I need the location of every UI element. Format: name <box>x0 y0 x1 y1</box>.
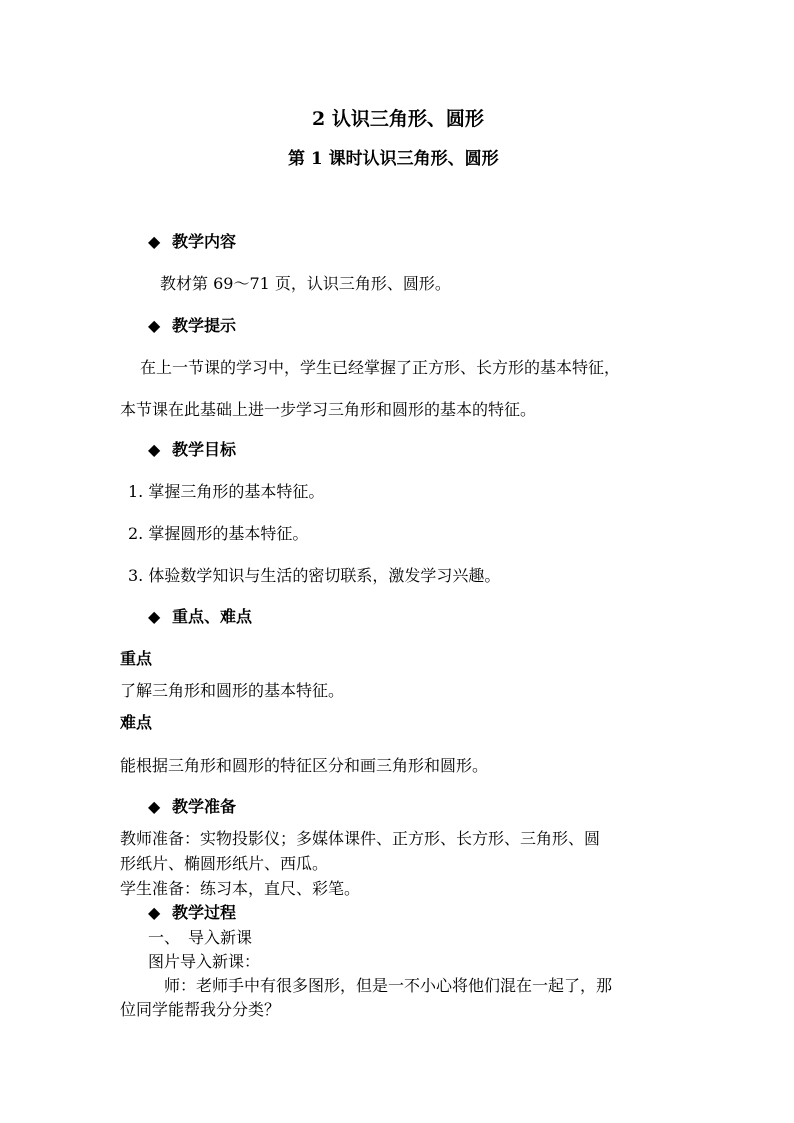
heading-text: 重点、难点 <box>172 607 253 626</box>
teacher-prep-line-1: 教师准备：实物投影仪；多媒体课件、正方形、长方形、三角形、圆 <box>120 829 601 848</box>
document-title: 2 认识三角形、圆形 <box>312 108 484 130</box>
goal-item-2: 2. 掌握圆形的基本特征。 <box>128 524 309 543</box>
document-subtitle: 第 1 课时认识三角形、圆形 <box>288 149 499 169</box>
goal-item-1: 1. 掌握三角形的基本特征。 <box>128 482 325 501</box>
hint-line-1: 在上一节课的学习中，学生已经掌握了正方形、长方形的基本特征， <box>140 358 621 377</box>
diamond-bullet-icon: ◆ <box>148 232 161 251</box>
goal-item-3: 3. 体验数学知识与生活的密切联系，激发学习兴趣。 <box>128 566 501 585</box>
content-text: 教材第 69～71 页，认识三角形、圆形。 <box>160 274 451 293</box>
heading-text: 教学过程 <box>172 903 237 922</box>
section-heading-hint <box>148 316 236 336</box>
diamond-bullet-icon: ◆ <box>148 316 161 335</box>
diamond-bullet-icon: ◆ <box>148 903 161 922</box>
process-dialog-line-1: 师：老师手中有很多图形，但是一不小心将他们混在一起了，那 <box>164 976 613 995</box>
section-heading-goals <box>148 440 236 460</box>
process-intro: 图片导入新课： <box>148 952 261 971</box>
heading-text: 教学提示 <box>172 316 237 335</box>
section-heading-key-points <box>148 607 252 627</box>
process-dialog-line-2: 位同学能帮我分分类？ <box>120 1000 281 1019</box>
teacher-prep-line-2: 形纸片、椭圆形纸片、西瓜。 <box>120 854 329 873</box>
diamond-bullet-icon: ◆ <box>148 607 161 626</box>
section-heading-process <box>148 903 236 923</box>
difficult-text: 能根据三角形和圆形的特征区分和画三角形和圆形。 <box>120 756 489 775</box>
diamond-bullet-icon: ◆ <box>148 797 161 816</box>
difficult-label: 难点 <box>120 713 153 732</box>
key-text: 了解三角形和圆形的基本特征。 <box>120 681 345 700</box>
student-prep-line: 学生准备：练习本，直尺、彩笔。 <box>120 879 361 898</box>
diamond-bullet-icon: ◆ <box>148 440 161 459</box>
heading-text: 教学准备 <box>172 797 237 816</box>
heading-text: 教学目标 <box>172 440 237 459</box>
process-step-1: 一、 导入新课 <box>148 928 253 947</box>
section-heading-preparation <box>148 797 236 817</box>
hint-line-2: 本节课在此基础上进一步学习三角形和圆形的基本的特征。 <box>120 400 537 419</box>
key-label: 重点 <box>120 649 153 668</box>
heading-text: 教学内容 <box>172 232 237 251</box>
section-heading-content <box>148 232 236 252</box>
